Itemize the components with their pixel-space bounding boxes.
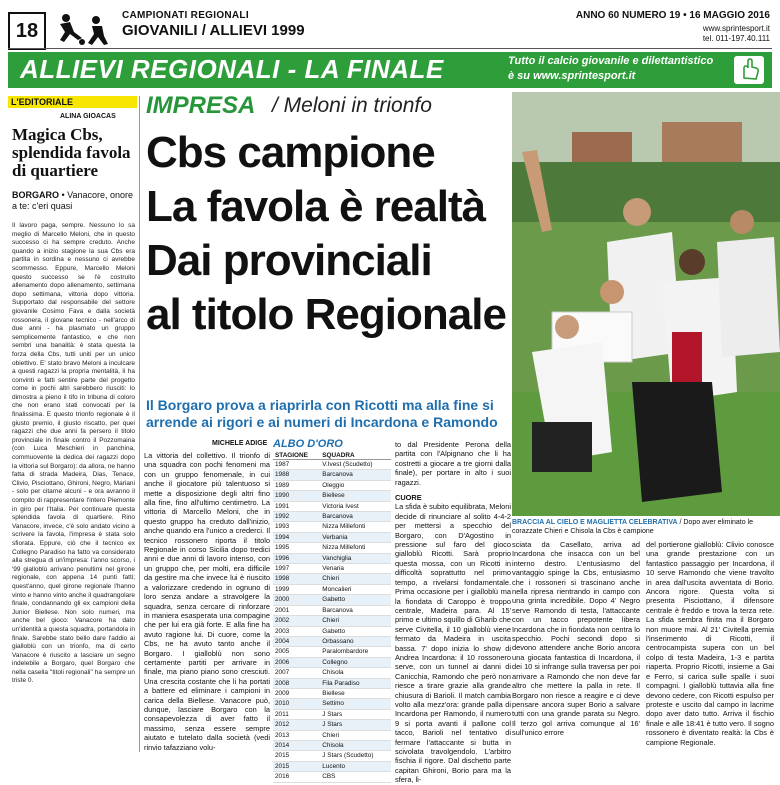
table-row (273, 678, 391, 688)
albo-cell-stagione: 2006 (273, 657, 320, 667)
albo-cell-stagione: 1989 (273, 480, 320, 490)
albo-header-stagione: STAGIONE (273, 452, 320, 460)
albo-doro-title: ALBO D'ORO (273, 438, 343, 450)
table-row (273, 751, 391, 761)
albo-cell-stagione: 2011 (273, 709, 320, 719)
website-link[interactable]: www.sprintesport.it (702, 24, 770, 33)
albo-cell-stagione: 2013 (273, 730, 320, 740)
table-row (273, 553, 391, 563)
albo-cell-stagione: 1995 (273, 543, 320, 553)
table-row (273, 605, 391, 615)
headline-line-2: La favola è realtà (146, 182, 486, 231)
albo-doro-rows (273, 460, 391, 783)
albo-doro-table (273, 438, 391, 783)
headline-line-4: al titolo Regionale (146, 290, 506, 339)
albo-cell-stagione: 1987 (273, 460, 320, 470)
albo-cell-squadra: Collegno (320, 657, 391, 667)
headline-kicker: IMPRESA (146, 92, 256, 119)
albo-cell-stagione: 2015 (273, 751, 320, 761)
table-row (273, 772, 391, 782)
albo-cell-stagione: 1992 (273, 512, 320, 522)
albo-cell-squadra: Gabetto (320, 626, 391, 636)
albo-cell-stagione: 2004 (273, 636, 320, 646)
albo-cell-squadra: Chieri (320, 574, 391, 584)
albo-cell-squadra: Vanchiglia (320, 553, 391, 563)
photo-caption (512, 518, 780, 536)
albo-cell-stagione: 2005 (273, 647, 320, 657)
albo-cell-stagione: 1997 (273, 564, 320, 574)
table-row (273, 543, 391, 553)
player-logo-icon (52, 10, 112, 48)
albo-cell-stagione: 2012 (273, 720, 320, 730)
albo-cell-stagione: 2000 (273, 595, 320, 605)
table-row (273, 688, 391, 698)
editorial-author: ALINA GIOACAS (60, 113, 116, 120)
page-number: 18 (8, 12, 46, 50)
article-column-5: del portierone gialloblù: Clivio conosce una grande prestazione con un fantastico passaggio per Incardona, il 10 serve Ramondo che viene travolto in area dall'uscita avventata di Borio. Ancora rigore. Questa volta si presenta Pisciottano, il difensore centrale è freddo e trova la terza rete. La sfida sembra finita ma il Borgaro non muore mai. Al 21' Civitella premia l'inserimento di Ricotti, il centrocampista supera con un bel colpo di testa Madeira, 1-3 e partita riaperta. Proprio Ricotti, insieme a Gai e Ferro, si carica sulle spalle i suoi compagni. I gialloblù tuttavia alla fine devono cedere, con Ricotti espulso per proteste e uscito dal campo in lacrime dopo aver dato tutto. Arriva il fischio finale e alle 18:41 è tutto vero. Il sogno rossonero è diventato realtà: la Cbs è campione Regionale. (646, 540, 774, 747)
albo-cell-squadra: Fila Paradiso (320, 678, 391, 688)
section-banner (8, 52, 772, 88)
albo-cell-stagione: 2008 (273, 678, 320, 688)
photo-caption-text: / Dopo aver eliminato le corazzate Chieri e Chisola la Cbs è campione (512, 519, 754, 535)
editorial-title: Magica Cbs, splendida favola di quartiere (12, 125, 131, 180)
article-author: MICHELE ADIGE (212, 440, 268, 447)
table-row (273, 574, 391, 584)
albo-header-squadra: SQUADRA (320, 452, 391, 460)
table-row (273, 616, 391, 626)
table-row (273, 636, 391, 646)
subheadline-line-2: arrende ai rigori e ai numeri di Incardona e Ramondo (146, 414, 498, 430)
albo-cell-squadra: J Stars (Scudetto) (320, 751, 391, 761)
albo-cell-squadra: Lucento (320, 761, 391, 771)
table-row (273, 470, 391, 480)
albo-cell-stagione: 2007 (273, 668, 320, 678)
team-celebration-photo (512, 92, 780, 516)
table-row (273, 501, 391, 511)
banner-website[interactable]: è su www.sprintesport.it (508, 70, 636, 82)
albo-cell-squadra: CBS (320, 772, 391, 782)
table-row (273, 480, 391, 490)
headline-line-3: Dai provinciali (146, 236, 432, 285)
table-row (273, 647, 391, 657)
albo-cell-stagione: 1999 (273, 584, 320, 594)
article-column-1: La vittoria del collettivo. Il trionfo di una squadra con pochi fenomeni ma con un gruppo fenomenale, in cui anche il giocatore più talentuoso si mette a disposizione degli altri fino alla fine, fino all'ultimo centimetro. La vittoria di Marcello Meloni, che in questo gruppo ha creduto dall'inizio, anche quando era l'unico a crederci. Il tecnico rossonero riporta il titolo Regionale in corso Sicilia dopo tredici anni e due anni di lavoro intenso, con un gruppo che, per molti, era difficile da gestire ma che invece lui è riuscito a valorizzare credendo in ognuno di loro senza andare a stravolgere la squadra, senza cercare di rinforzare in maniera esasperata una compagine che per lui era già forte. E alla fine ha avuto ragione lui. Di cuore, come la Cbs, ne ha avuto tanto anche il Borgaro. I gialloblù non sono certamente partiti per arrivare in finale, ma piano piano sono cresciuti. Una crescita costante che li ha portati a battere ed eliminare i campioni in carica della Biellese. Vanacore può, dunque, lasciare Borgaro con la consapevolezza di aver fatto il massimo, senza essere sempre aiutato e tutelato dalla società (vedi rinvio tafazziano volu- (144, 451, 270, 752)
article-column-3 (395, 440, 511, 785)
albo-cell-squadra: Nizza Millefonti (320, 522, 391, 532)
editorial-kicker-place: BORGARO (12, 190, 59, 200)
albo-cell-stagione: 2015 (273, 761, 320, 771)
header-rule (8, 48, 772, 49)
albo-cell-stagione: 1994 (273, 532, 320, 542)
albo-cell-squadra: Verbania (320, 532, 391, 542)
pointing-hand-icon (734, 56, 764, 84)
albo-cell-stagione: 2014 (273, 740, 320, 750)
albo-cell-squadra: Barcanova (320, 605, 391, 615)
albo-cell-stagione: 2001 (273, 605, 320, 615)
albo-cell-stagione: 1996 (273, 553, 320, 563)
albo-cell-squadra: Chisola (320, 668, 391, 678)
headline-line-1: Cbs campione (146, 128, 435, 177)
table-row (273, 740, 391, 750)
article-subhead-cuore: CUORE (395, 493, 422, 503)
table-row (273, 626, 391, 636)
banner-tagline: Tutto il calcio giovanile e dilettantistico (508, 55, 714, 67)
albo-doro-grid (273, 452, 391, 783)
table-row (273, 512, 391, 522)
editorial-body: Il lavoro paga, sempre. Nessuno lo sa meglio di Marcello Meloni, che in questo successo ci ha sempre creduto. Anche quando a inizio stagione la sua Cbs era partita in sordina e nessuno ci avrebbe scommesso. Eppure, Marcello Meloni questo successo se l'è costruito allenamento dopo allenamento, settimana dopo settimana, vittoria dopo vittoria. Supportato dal responsabile del settore giovanile Cosimo Fava e dalla società rossonera, il giovane tecnico - nell'arco di due anni - ha plasmato un gruppo semplicemente fantastico, e che non sembri una banalità: è stata questa la forza della Cbs, tutti uniti per un unico obiettivo. E' stato bravo Meloni a inculcare a questi ragazzi la propria mentalità, li ha convinti e fatti sentire parte del progetto come in pochi altri sarebbero riusciti: lo dimostra a pieno il tifo in tribuna di coloro che non erano stati convocati per la finalissima. E questo trionfo regionale è il giusto premio, il giusto riscatto, per quei ragazzi che due anni fa persero il titolo provinciale in finale contro il Pozzomaina (con Luca Meschieri in panchina, commuovente la dedica dei ragazzi dopo la vittoria sul Borgaro): da allora, ne hanno fatta di strada Madeira, Dias, Tenace, Clivio, Pisciottano, Ghironi, Negro, Mariani - solo per citarne alcuni - e ora avranno il compito di rappresentare l'intero Piemonte in giro per l'Italia. Per continuare questa splendida favola di quartiere. Rino Vanacore, invece, c'è solo andato vicino a scrivere la favola, l'impresa è stata solo sfiorata. Eppure, ciò che il tecnico ex Collegno Paradiso ha fatto va considerato alla stregua di un'impresa: l'anno scorso, i '99 gialloblù arrivano penultimi nel girone regionale, con appena 14 punti fatti; quest'anno, quel girone regionale l'hanno vinto e hanno vinto anche il quadrangolare finale, condannando gli ex campioni della Junior Biellese. Non solo numeri, ma anche bel gioco: Vanacore ha dato un'identità a questa squadra, portandola in finale. Sarebbe stato bello dare l'addio ai gialloblù con un trionfo, ma di certo Vanacore è riuscito a lasciare un segno indelebile a Borgaro, quel Borgaro che nella casella "titoli regionali" ha sempre un triste 0. (12, 222, 135, 685)
table-row (273, 761, 391, 771)
editorial-label: L'EDITORIALE (8, 96, 137, 108)
photo-caption-title: BRACCIA AL CIELO E MAGLIETTA CELEBRATIVA (512, 519, 678, 526)
albo-cell-squadra: Oleggio (320, 480, 391, 490)
table-row (273, 595, 391, 605)
headline-kicker-sub: / Meloni in trionfo (272, 94, 432, 117)
albo-cell-squadra: J Stars (320, 720, 391, 730)
table-row (273, 460, 391, 470)
albo-cell-squadra: Biellese (320, 688, 391, 698)
albo-cell-squadra: Nizza Millefonti (320, 543, 391, 553)
contact-info (703, 24, 770, 44)
albo-cell-squadra: Chieri (320, 616, 391, 626)
issue-info: ANNO 60 NUMERO 19 • 16 MAGGIO 2016 (575, 10, 770, 21)
albo-cell-stagione: 2002 (273, 616, 320, 626)
albo-cell-squadra: Venaria (320, 564, 391, 574)
albo-cell-squadra: Chisola (320, 740, 391, 750)
albo-cell-squadra: Moncalieri (320, 584, 391, 594)
albo-cell-stagione: 2016 (273, 772, 320, 782)
table-row (273, 564, 391, 574)
albo-cell-squadra: Biellese (320, 491, 391, 501)
albo-cell-squadra: J Stars (320, 709, 391, 719)
article-column-4: sciata da Casellato, arriva ad Incardona che insacca con un bel interno destro. L'entusiasmo del vantaggio spinge la Cbs, entusiasmo che i rossoneri si trascinano anche nella ripresa rientrando in campo con una grinta incredibile. Dopo 4' Negro serve Ramondo di testa, l'attaccante con un tacco prepotente libera Incardona che in fiondata non centra lo specchio. Pochi secondi dopo si devono attendere anche Borio ancora una giocata fantastica di Incardona, il dei 10 si infrange sulla traversa per poi arrivare a Ramondo che non deve far altro che mettere la palla in rete. Il Borgaro non riesce a reagire e ci deve pensare ancora super Borio a salvare tutti con una grande parata su Negro. Il terzo gol arriva comunque al 16' sull'unico errore (512, 540, 640, 738)
table-row (273, 720, 391, 730)
albo-cell-stagione: 1993 (273, 522, 320, 532)
albo-cell-stagione: 1998 (273, 574, 320, 584)
table-row (273, 657, 391, 667)
albo-cell-stagione: 1990 (273, 491, 320, 501)
table-row (273, 709, 391, 719)
section-top: CAMPIONATI REGIONALI (122, 10, 249, 21)
albo-cell-squadra: Chieri (320, 730, 391, 740)
albo-cell-squadra: Barcanova (320, 512, 391, 522)
table-row (273, 491, 391, 501)
subheadline-line-1: Il Borgaro prova a riaprirla con Ricotti ma alla fine si (146, 397, 494, 413)
albo-cell-stagione: 2010 (273, 699, 320, 709)
editorial-kicker-text: • Vanacore, onore a te: c'eri quasi (12, 190, 134, 211)
table-row (273, 522, 391, 532)
column-divider (139, 96, 140, 752)
table-row (273, 584, 391, 594)
albo-cell-squadra: Barcanova (320, 470, 391, 480)
albo-cell-stagione: 1988 (273, 470, 320, 480)
banner-title: ALLIEVI REGIONALI - LA FINALE (20, 54, 444, 84)
section-title: GIOVANILI / ALLIEVI 1999 (122, 22, 305, 39)
albo-cell-stagione: 1991 (273, 501, 320, 511)
table-row (273, 668, 391, 678)
albo-cell-squadra: V.Ivest (Scudetto) (320, 460, 391, 470)
albo-cell-stagione: 2003 (273, 626, 320, 636)
albo-cell-stagione: 2009 (273, 688, 320, 698)
albo-cell-squadra: Orbassano (320, 636, 391, 646)
albo-cell-squadra: Victoria Ivest (320, 501, 391, 511)
editorial-kicker (12, 190, 136, 212)
article-col3-text: La sfida è subito equilibrata, Meloni decide di rinunciare al solito 4-4-2 per mettersi a specchio del Borgaro, con D'Agostino in pressione sul faro del gioco gialloblù Ricotti. Sarà proprio questa mossa, con un Ricotti in difficoltà soprattutto nel primo tempo, a rivelarsi fondamentale. Prima occasione per i gialloblù ma la fiondata di Caroppo è troppo centrale, Madeira para. Al 15' primo e ultimo squillo di Gharib che serve Civitella, il 10 gialloblù viene fermato da Madeira in uscita bassa. 7' dopo inizia lo show di Andrea Incardona: il 10 rossonero serve, con un tunnel ai danni di Canicchia, Ramondo che però non riesce a tirare grazie alla grande chiusura di Barioli. Il match cambia volto alla mezz'ora: grande palla di Incardona per Ramondo, il numero 9 si porta avanti il pallone col tacco, Barioli nel tentativo di fermare l'attaccante si butta in scivolata travolgendolo. L'arbitro fischia il rigore. Dal dischetto parte capitan Ghironi, Borio para ma la sfera, li- (395, 502, 511, 785)
table-row (273, 730, 391, 740)
table-row (273, 699, 391, 709)
table-row (273, 532, 391, 542)
article-col3-intro: to dal Presidente Perona della partita con l'Alpignano che li ha costretti a giocare a tre giorni dalla finale), per portare in alto i suoi ragazzi. (395, 440, 511, 487)
phone-number: tel. 011-197.40.111 (702, 34, 770, 43)
albo-cell-squadra: Paralombardore (320, 647, 391, 657)
albo-cell-squadra: Settimo (320, 699, 391, 709)
albo-cell-squadra: Gabetto (320, 595, 391, 605)
